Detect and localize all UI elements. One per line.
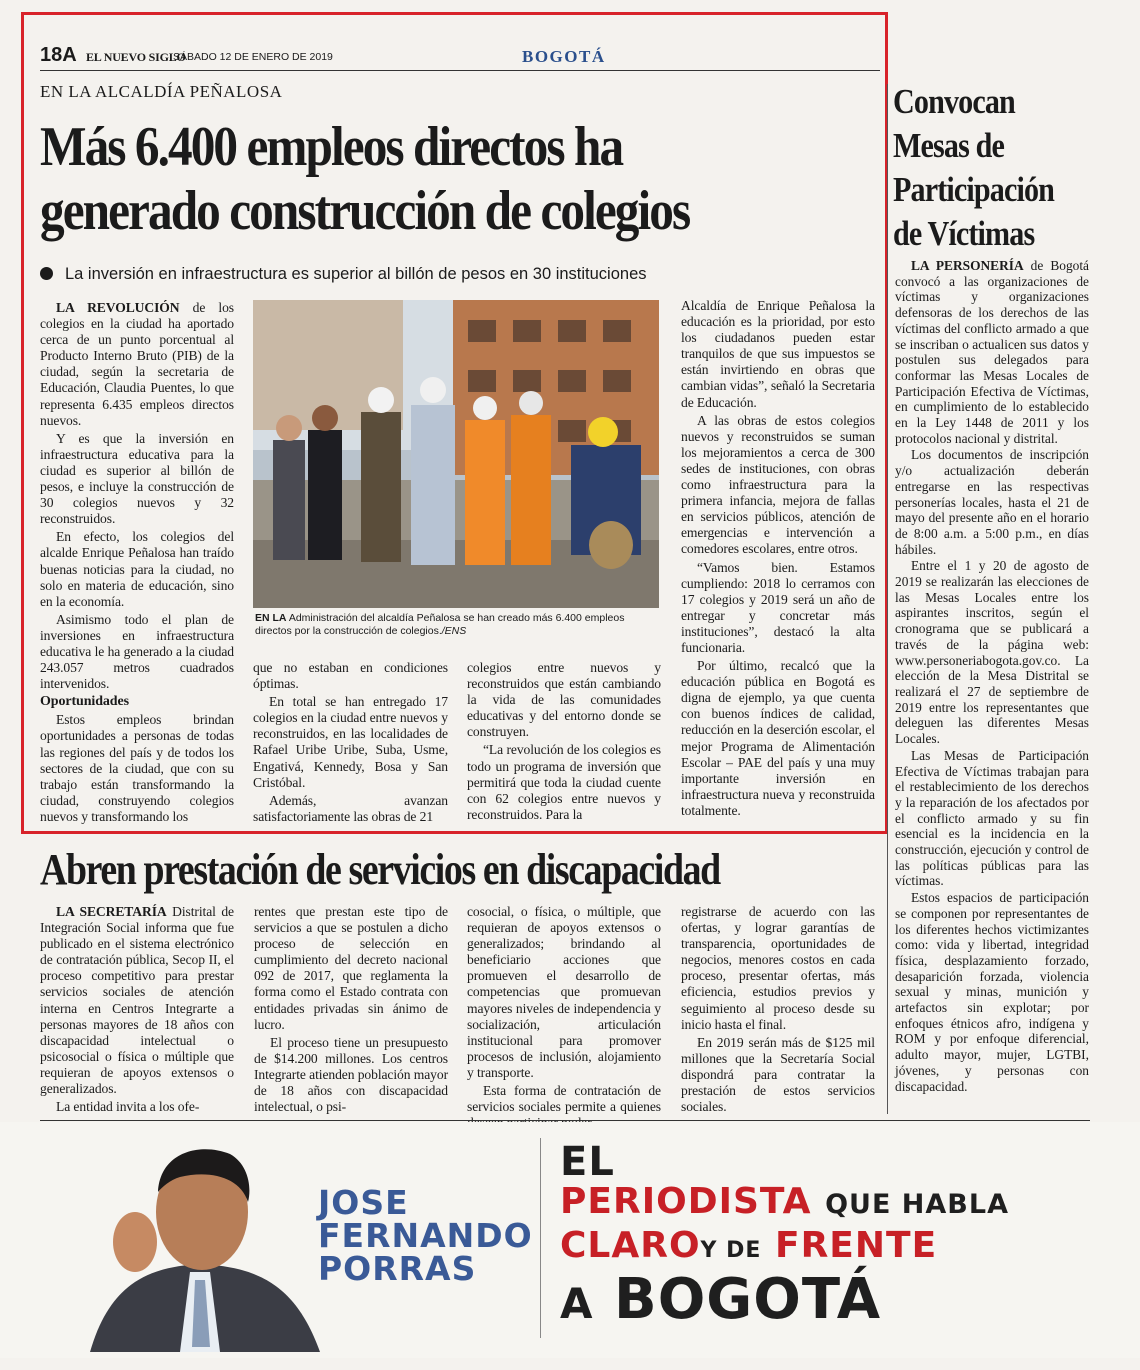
headline-line-1: Más 6.400 empleos directos ha bbox=[40, 116, 623, 178]
tagline-word: CLARO bbox=[560, 1225, 701, 1266]
paragraph: Estos espacios de participación se componen por representantes de los diferentes hechos victimizantes como: vida y libertad, integridad física, desplazamiento forzado, desaparición forzada, violencia sexual y minas, munición y artefactos sin explotar; por enfoques étnicos afro, indígena y ROM y por enfoque diferencial, adulto mayor, mujer, LGTBI, jóvenes, y personas con discapacidad. bbox=[895, 890, 1089, 1094]
paragraph: En total se han entregado 17 colegios en la ciudad entre nuevos y reconstruidos, en las localidades de Rafael Uribe Uribe, Suba, Usme, Engativá, Kennedy, Bosa y San Cristóbal. bbox=[253, 694, 448, 790]
article-kicker: EN LA ALCALDÍA PEÑALOSA bbox=[40, 82, 283, 101]
photo-caption bbox=[255, 612, 659, 638]
caption-text: Administración del alcaldía Peñalosa se han creado más 6.400 empleos directos por la construcción de colegios. bbox=[255, 612, 625, 637]
paragraph: Estos empleos brindan oportunidades a personas de todas las regiones del país y de todos los sectores de la ciudad, que con su trabajo están transformando la ciudad, construyendo colegios nuevos y transformando los bbox=[40, 712, 234, 824]
paragraph: Y es que la inversión en infraestructura educativa para la ciudad es superior al billón de pesos, e incluye la construcción de 30 colegios nuevos y 32 reconstruidos. bbox=[40, 430, 234, 527]
tagline-line-2 bbox=[560, 1182, 1009, 1225]
article-column-1 bbox=[40, 300, 234, 827]
tagline-el: EL bbox=[560, 1139, 615, 1185]
advertisement bbox=[0, 1122, 1140, 1358]
section-title: BOGOTÁ bbox=[522, 47, 606, 66]
second-article-column-2 bbox=[254, 904, 448, 1117]
paragraph: de los colegios en la ciudad ha aportado cerca de un punto porcentual al Producto Interno Bruto (PIB) de la ciudad, según la secretaria de Educación, Claudia Puentes, lo que representa 6.435 empleos directos nuevos. bbox=[40, 300, 234, 428]
paragraph: rentes que prestan este tipo de servicios a que se postulen a dicho proceso de selección en cumplimiento del decreto nacional 092 de 2017, que reglamenta la forma como el Estado contrata con entidades privadas sin ánimo de lucro. bbox=[254, 904, 448, 1032]
paragraph: “La revolución de los colegios es todo un programa de inversión que permitirá que toda la ciudad cuente con 62 colegios entre nuevos y reconstruidos. Para la bbox=[467, 742, 661, 822]
portrait-photo bbox=[80, 1132, 330, 1352]
paragraph: La entidad invita a los ofe- bbox=[56, 1099, 200, 1115]
tagline-word: A bbox=[560, 1279, 594, 1328]
lead-in: LA REVOLUCIÓN bbox=[56, 300, 180, 315]
paragraph: Las Mesas de Participación Efectiva de Víctimas trabajan para el restablecimiento de los derechos y la reparación de los afectados por el conflicto armado y su fin esencial es la incidencia en la construcción, ejecución y control de las políticas públicas para las víctimas. bbox=[895, 747, 1089, 889]
paragraph: “Vamos bien. Estamos cumpliendo: 2018 lo cerramos con 17 colegios y 2019 será un año de entregar y concretar más instituciones”, destacó la alta funcionaria. bbox=[681, 559, 875, 655]
second-article-column-4 bbox=[681, 904, 875, 1117]
second-article-column-3 bbox=[467, 904, 661, 1133]
name-line: FERNANDO bbox=[318, 1216, 533, 1255]
paragraph: Por último, recalcó que la educación pública en Bogotá es digna de ejemplo, ya que cuenta con buenos índices de calidad, reducción en la deserción escolar, el mejor Programa de Alimentación Escolar – PAE del país y una muy importante inversión en infraestructura nueva y reconstruida totalmente. bbox=[681, 658, 875, 818]
paragraph: Los documentos de inscripción y/o actualización deberán entregarse en las respectivas personerías locales, hasta el 21 de mayo del presente año en el horario de 8:00 a.m. a 5:00 p.m., en días hábiles. bbox=[895, 447, 1089, 557]
article-photo bbox=[253, 300, 659, 608]
name-line: PORRAS bbox=[318, 1249, 477, 1288]
paragraph: Distrital de Integración Social informa que fue publicado en el sistema electrónico de contratación pública, Secop II, el proceso competitivo para prestar servicios sociales de atención interna en Centros Integrarte a personas mayores de 18 años con discapacidad intelectual o psicosocial o física o múltiple que requieran de apoyos extensos o generalizados. bbox=[40, 904, 234, 1097]
paragraph: colegios entre nuevos y reconstruidos que están cambiando la vida de las comunidades educativas y del entorno donde se construyen. bbox=[467, 660, 661, 740]
paragraph: registrarse de acuerdo con las ofertas, y lograr garantías de transparencia, oportunidades de negocios, menores costos en cada proceso, presentar ofertas, más eficiencia, estudios previos y seguimiento al proceso desde su inicio hasta el final. bbox=[681, 904, 875, 1032]
paragraph: En 2019 serán más de $125 mil millones que la Secretaría Social dispondrá para contratar la prestación de estos servicios sociales. bbox=[681, 1034, 875, 1115]
paragraph: Alcaldía de Enrique Peñalosa la educación es la prioridad, por esto los ciudadanos pueden estar tranquilos de que sus impuestos se están invirtiendo en obras que cambian vidas”, señaló la Secretaria de Educación. bbox=[681, 298, 875, 410]
sidebar-headline: Convocan Mesas de Participación de Víctimas bbox=[893, 82, 1055, 253]
paragraph: Además, avanzan satisfactoriamente las obras de 21 bbox=[253, 792, 448, 824]
paragraph: A las obras de estos colegios nuevos y reconstruidos se suman los mejoramientos a cerca de 300 sedes de instituciones, con obras como infraestructura para la primera infancia, mejora de fallas en servicios públicos, atención de emergencias e intervención a comedores escolares, entre otros. bbox=[681, 412, 875, 557]
article-headline bbox=[40, 115, 779, 243]
column-divider bbox=[887, 84, 888, 1114]
construction-site-photo bbox=[253, 300, 659, 608]
headline-line-2: generado construcción de colegios bbox=[40, 180, 690, 242]
paragraph: que no estaban en condiciones óptimas. bbox=[253, 660, 448, 692]
paragraph: cosocial, o física, o múltiple, que requieran de apoyos extensos o generalizados; brindando al beneficiario acciones que promueven el desarrollo de competencias que promuevan mayores niveles de independencia y socialización, articulación institucional para promover procesos de inclusión, alojamiento y transporte. bbox=[467, 904, 661, 1080]
lead-in: LA SECRETARÍA bbox=[56, 904, 167, 919]
bullet-icon bbox=[40, 267, 53, 280]
tagline-word: FRENTE bbox=[774, 1225, 938, 1266]
publication-name: EL NUEVO SIGLO bbox=[86, 50, 186, 64]
paragraph: Esta forma de contratación de servicios sociales permite a quienes bbox=[467, 1083, 661, 1115]
paragraph: de Bogotá convocó a las organizaciones de víctimas y organizaciones defensoras de los derechos de las víctimas del conflicto armado a que se inscriban o actualicen sus datos y postulen sus delegados para conformar las Mesas Locales de Participación Efectiva de Víctimas, en cumplimiento de lo establecido en la Ley 1448 de 2011 y los protocolos nacional y distrital. bbox=[895, 258, 1089, 446]
article-deck bbox=[40, 265, 647, 284]
tagline-word: Y DE bbox=[700, 1238, 762, 1263]
paragraph: En efecto, los colegios del alcalde Enrique Peñalosa han traído buenas noticias para la ciudad, no solo en materia de educación, sino en la economía. bbox=[40, 529, 234, 609]
tagline-word: PERIODISTA bbox=[560, 1181, 812, 1222]
subheading: Oportunidades bbox=[40, 694, 129, 710]
tagline-line-3 bbox=[560, 1226, 937, 1271]
tagline-line-4 bbox=[560, 1267, 882, 1334]
caption-credit: /ENS bbox=[441, 625, 467, 637]
publication-date: SÁBADO 12 DE ENERO DE 2019 bbox=[173, 51, 333, 63]
article-column-2 bbox=[253, 660, 448, 827]
ad-separator bbox=[40, 1120, 1090, 1121]
second-article-column-1 bbox=[40, 904, 234, 1117]
article-column-4 bbox=[681, 298, 875, 821]
page-number: 18A bbox=[40, 44, 77, 66]
name-line: JOSE bbox=[318, 1183, 409, 1222]
article-column-3 bbox=[467, 660, 661, 825]
paragraph: Asimismo todo el plan de inversiones en infraestructura educativa le ha generado a la ciudad 243.057 metros cuadrados intervenidos. bbox=[40, 611, 234, 692]
caption-lead: EN LA bbox=[255, 612, 287, 624]
candidate-name bbox=[318, 1183, 533, 1288]
ad-divider bbox=[540, 1138, 541, 1338]
lead-in: LA PERSONERÍA bbox=[911, 258, 1024, 273]
deck-text: La inversión en infraestructura es superior al billón de pesos en 30 instituciones bbox=[65, 265, 647, 283]
second-article-headline: Abren prestación de servicios en discapacidad bbox=[40, 845, 720, 894]
paragraph: El proceso tiene un presupuesto de $14.200 millones. Los centros Integrarte atienden población mayor de 18 años con discapacidad intelectual, o psi- bbox=[254, 1034, 448, 1115]
tagline-word: BOGOTÁ bbox=[614, 1267, 882, 1332]
paragraph: Entre el 1 y 20 de agosto de 2019 se realizarán las elecciones de las Mesas Locales entre los aspirantes inscritos, según el cronograma que se publicará a través de la página web: www.personeriabogota.gov.co. La elección de la Mesa Distrital se realizará el 27 de septiembre de 2019 entre los representantes que deleguen las diferentes Mesas Locales. bbox=[895, 558, 1089, 747]
tagline-word: QUE HABLA bbox=[825, 1189, 1009, 1220]
sidebar-body bbox=[895, 258, 1089, 1095]
